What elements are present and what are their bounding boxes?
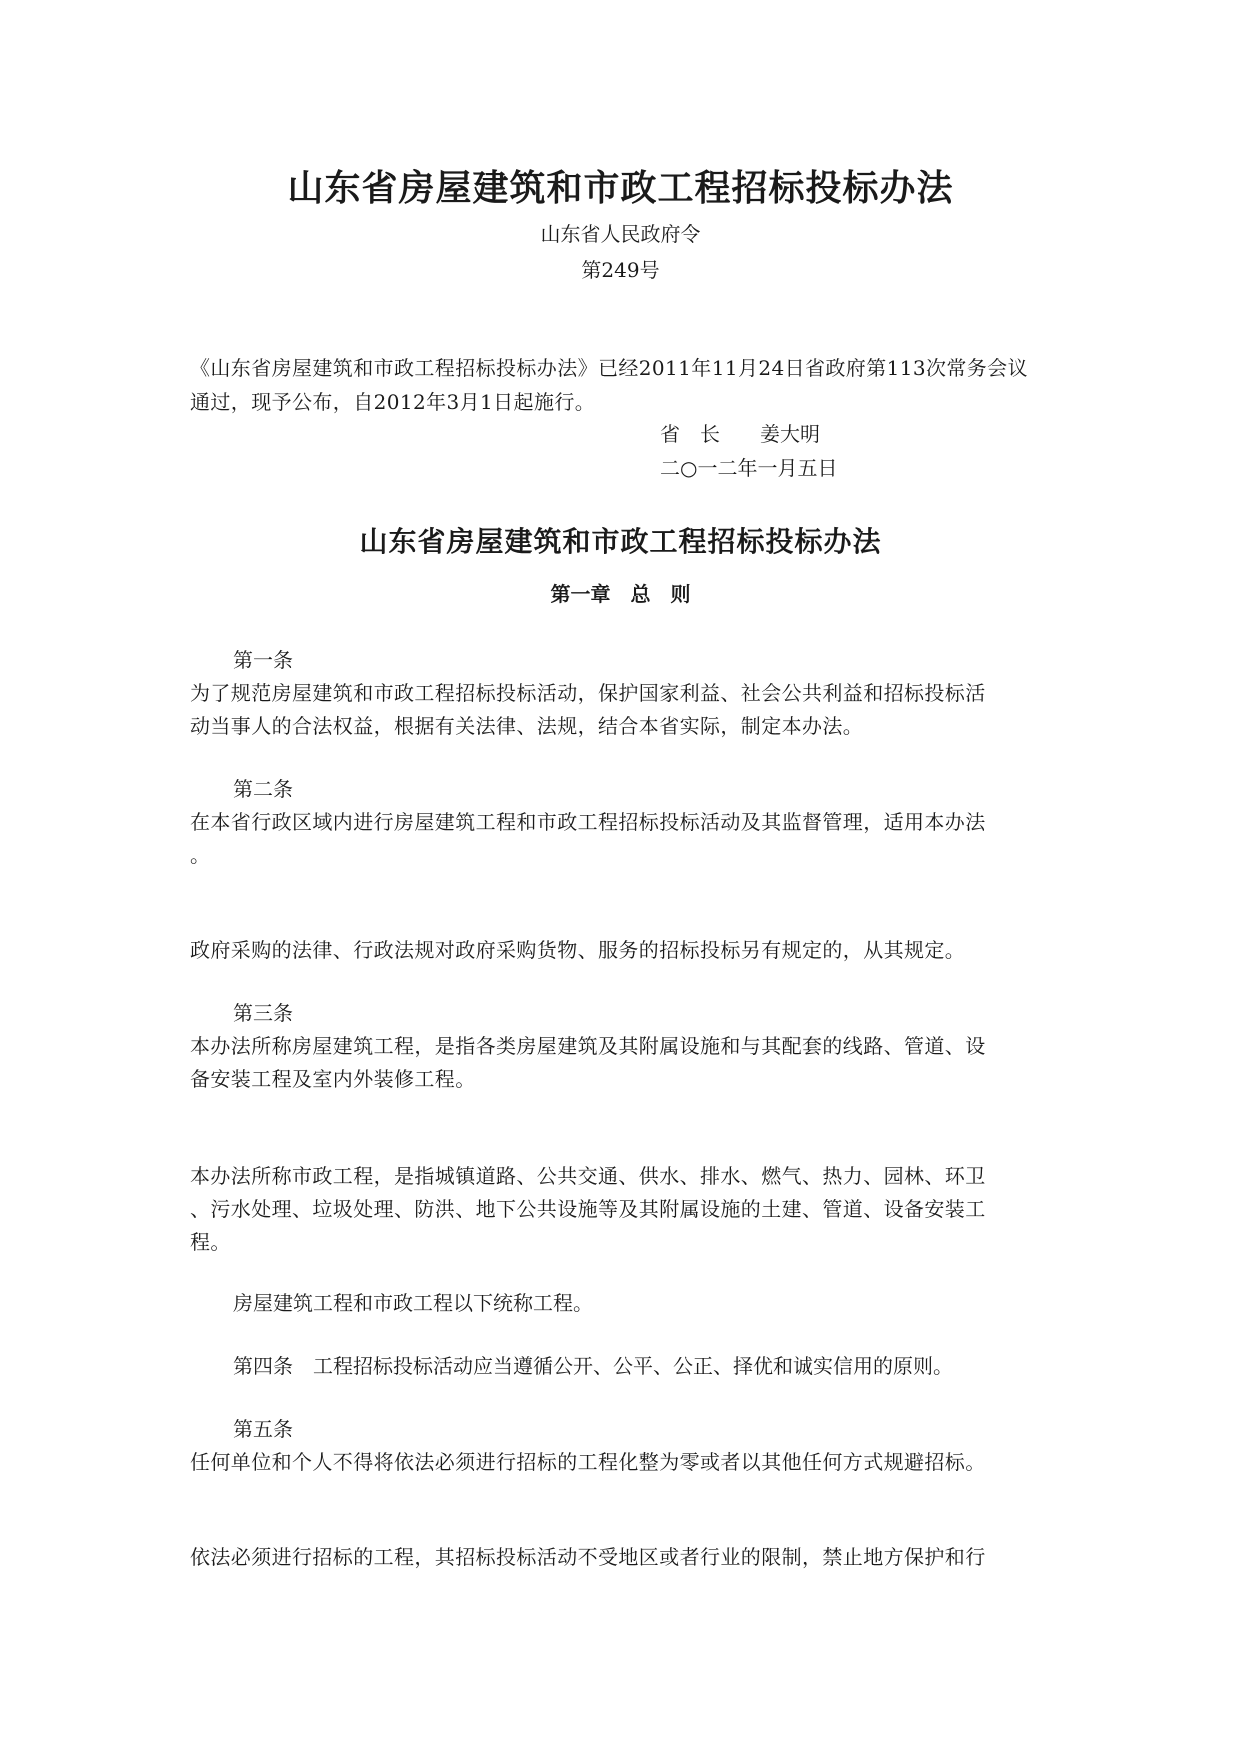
signer-line: 省 长 姜大明 — [660, 422, 820, 446]
article-1-line: 动当事人的合法权益，根据有关法律、法规，结合本省实际，制定本办法。 — [190, 714, 864, 738]
decree-number: 第249号 — [581, 258, 660, 282]
article-2-line: 在本省行政区域内进行房屋建筑工程和市政工程招标投标活动及其监督管理，适用本办法 — [190, 810, 986, 834]
preamble-line: 通过，现予公布，自2012年3月1日起施行。 — [190, 390, 596, 414]
article-1-line: 为了规范房屋建筑和市政工程招标投标活动，保护国家利益、社会公共利益和招标投标活 — [190, 681, 986, 705]
article-1-label: 第一条 — [233, 648, 293, 672]
article-3-label: 第三条 — [233, 1001, 293, 1025]
issuer-line: 山东省人民政府令 — [540, 222, 701, 246]
body-title: 山东省房屋建筑和市政工程招标投标办法 — [359, 525, 882, 558]
article-3-paragraph-2-line: 、污水处理、垃圾处理、防洪、地下公共设施等及其附属设施的土建、管道、设备安装工 — [190, 1197, 986, 1221]
article-2-line: 。 — [190, 843, 211, 867]
article-3-line: 本办法所称房屋建筑工程，是指各类房屋建筑及其附属设施和与其配套的线路、管道、设 — [190, 1034, 986, 1058]
preamble-line: 《山东省房屋建筑和市政工程招标投标办法》已经2011年11月24日省政府第113次常务会议 — [190, 356, 1028, 380]
document-title: 山东省房屋建筑和市政工程招标投标办法 — [287, 167, 954, 209]
article-3-line: 备安装工程及室内外装修工程。 — [190, 1067, 476, 1091]
article-3-paragraph-2-line: 程。 — [190, 1230, 231, 1254]
article-2-label: 第二条 — [233, 777, 293, 801]
article-5-label: 第五条 — [233, 1417, 293, 1441]
article-4: 第四条 工程招标投标活动应当遵循公开、公平、公正、择优和诚实信用的原则。 — [233, 1354, 953, 1378]
article-2-paragraph-2: 政府采购的法律、行政法规对政府采购货物、服务的招标投标另有规定的，从其规定。 — [190, 938, 966, 962]
article-3-paragraph-3: 房屋建筑工程和市政工程以下统称工程。 — [233, 1291, 593, 1315]
article-5-line: 任何单位和个人不得将依法必须进行招标的工程化整为零或者以其他任何方式规避招标。 — [190, 1450, 986, 1474]
article-3-paragraph-2-line: 本办法所称市政工程，是指城镇道路、公共交通、供水、排水、燃气、热力、园林、环卫 — [190, 1164, 986, 1188]
article-5-paragraph-2: 依法必须进行招标的工程，其招标投标活动不受地区或者行业的限制，禁止地方保护和行 — [190, 1545, 986, 1569]
signing-date: 二○一二年一月五日 — [660, 456, 838, 480]
chapter-heading: 第一章 总 则 — [550, 582, 691, 606]
